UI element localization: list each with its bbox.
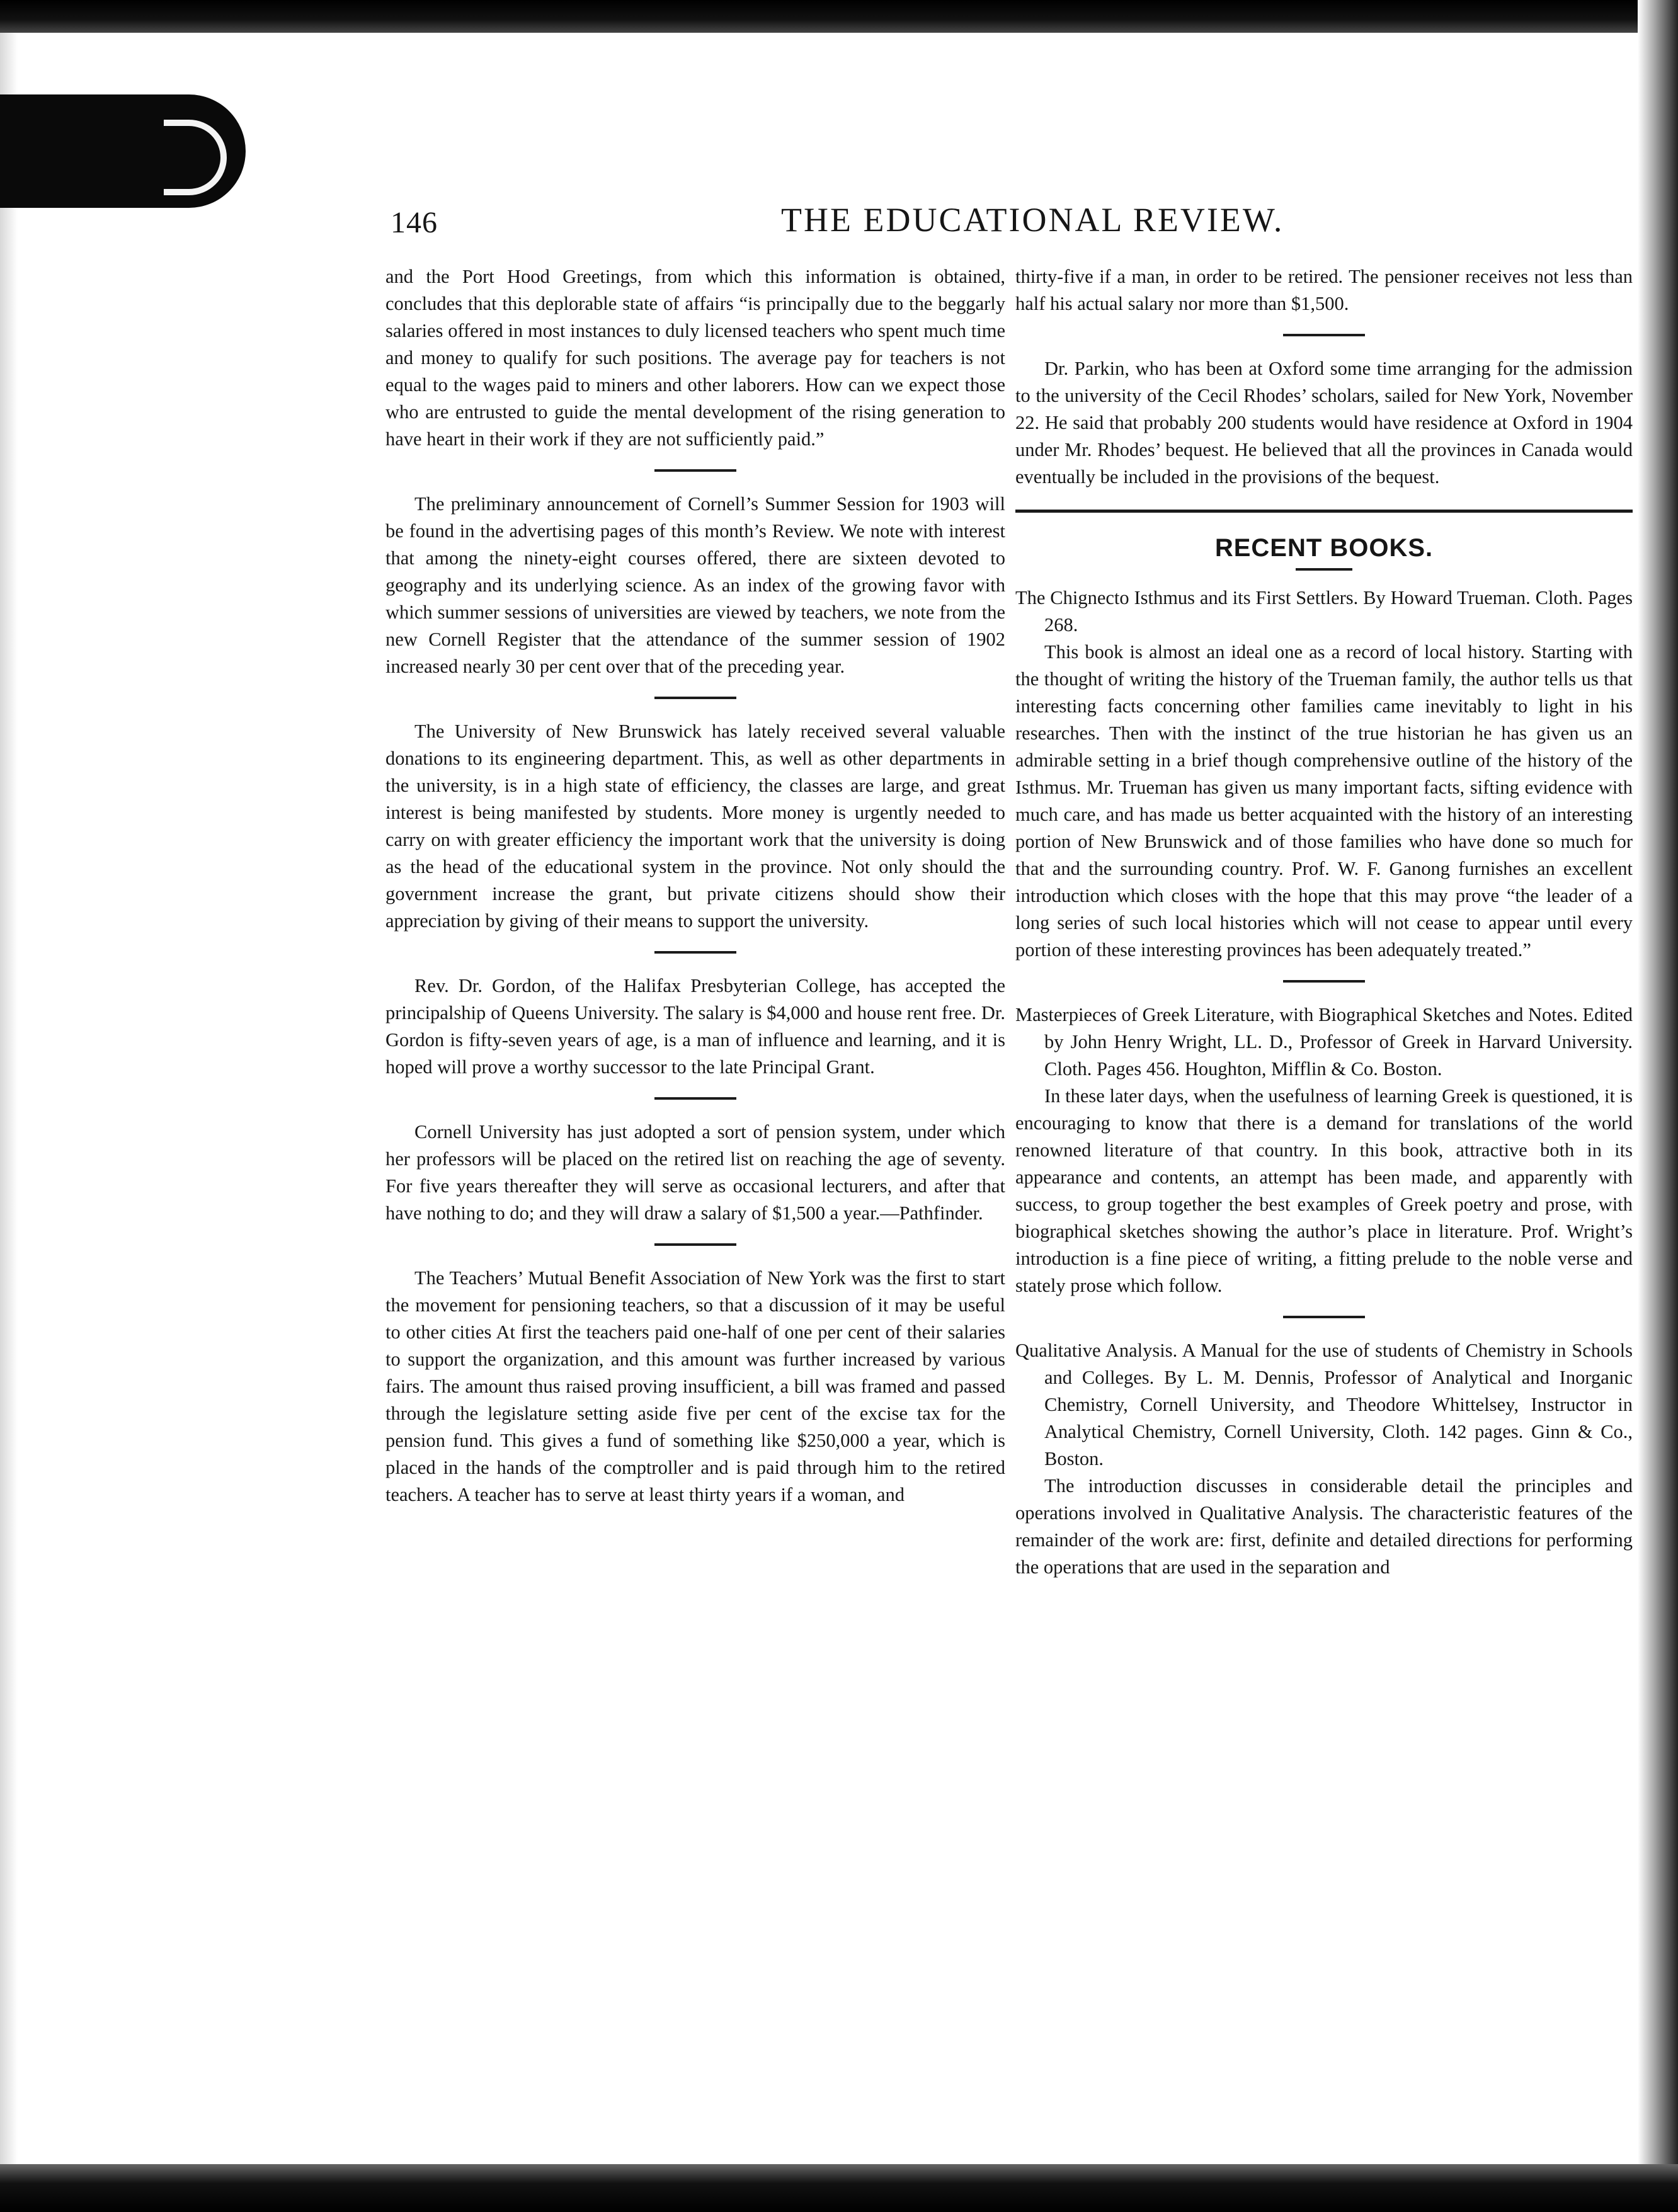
article-port-hood: and the Port Hood Greetings, from which this information is obtained, concludes that this deplorable state of affairs “is principally due to the beggarly salaries offered in most instances to duly licensed teachers who spent much time and money to qualify for such positions. The average pay for teachers is not equal to the wages paid to miners and other laborers. How can we expect those who are entrusted to guide the mental development of the rising generation to have heart in their work if they are not sufficiently paid.” xyxy=(385,266,1005,450)
right-column xyxy=(1015,263,1633,1581)
article-dr-gordon: Rev. Dr. Gordon, of the Halifax Presbyterian College, has accepted the principalship of Queens University. The salary is $4,000 and house rent free. Dr. Gordon is fifty-seven years of age, is a man of influence and learning, and it is hoped will prove a worthy successor to the late Principal Grant. xyxy=(385,975,1005,1078)
article-continuation: thirty-five if a man, in order to be retired. The pensioner receives not less than half his actual salary nor more than $1,500. xyxy=(1015,266,1633,314)
section-divider xyxy=(654,469,736,472)
section-divider xyxy=(654,1097,736,1100)
page-header xyxy=(391,200,1335,251)
book-review-greek-literature: In these later days, when the usefulness of learning Greek is questioned, it is encouraging to know that there is a demand for translations of the world renowned literature of that country. In this book, attractive both in its appearance and contents, an attempt has been made, and apparently with success, to group together the best examples of Greek poetry and prose, with biographical sketches showing the author’s place in literature. Prof. Wright’s introduction is a fine piece of writing, a fitting prelude to the noble verse and stately prose which follow. xyxy=(1015,1085,1633,1296)
article-teachers-mutual: The Teachers’ Mutual Benefit Association of New York was the first to start the movement for pensioning teachers, so that a discussion of it may be useful to other cities At first the teachers paid one-half of one per cent of their salaries to support the organization, and this amount was further increased by various fairs. The amount thus raised proving insufficient, a bill was framed and passed through the legislature setting aside five per cent of the excise tax for the pension fund. This gives a fund of something like $250,000 a year, which is placed in the hands of the comptroller and is paid through him to the retired teachers. A teacher has to serve at least thirty years if a woman, and xyxy=(385,1267,1005,1505)
section-divider xyxy=(1283,1316,1365,1318)
book-entry-greek-literature: Masterpieces of Greek Literature, with Biographical Sketches and Notes. Edited by John Henry Wright, LL. D., Professor of Greek in Harvard University. Cloth. Pages 456. Houghton, Mifflin & Co. Boston. xyxy=(1015,1004,1633,1080)
section-divider xyxy=(654,951,736,954)
book-entry-chignecto: The Chignecto Isthmus and its First Settlers. By Howard Trueman. Cloth. Pages 268. xyxy=(1015,587,1633,636)
section-divider xyxy=(654,697,736,699)
section-divider xyxy=(654,1243,736,1246)
book-review-qualitative-analysis: The introduction discusses in considerable detail the principles and operations involved in Qualitative Analysis. The characteristic features of the remainder of the work are: first, definite and detailed directions for performing the operations that are used in the separation and xyxy=(1015,1475,1633,1578)
article-dr-parkin: Dr. Parkin, who has been at Oxford some time arranging for the admission to the university of the Cecil Rhodes’ scholars, sailed for New York, November 22. He said that probably 200 students would have residence at Oxford in 1904 under Mr. Rhodes’ bequest. He believed that all the provinces in Canada would eventually be included in the provisions of the bequest. xyxy=(1015,358,1633,487)
section-divider xyxy=(1283,334,1365,336)
running-head: THE EDUCATIONAL REVIEW. xyxy=(781,201,1284,239)
scan-border-bottom xyxy=(0,2164,1678,2212)
article-cornell-summer: The preliminary announcement of Cornell’s Summer Session for 1903 will be found in the advertising pages of this month’s Review. We note with interest that among the ninety-eight courses offered, there are sixteen devoted to geography and its underlying science. As an index of the growing favor with which summer sessions of universities are viewed by teachers, we note from the new Cornell Register that the attendance of the summer session of 1902 increased nearly 30 per cent over that of the preceding year. xyxy=(385,493,1005,677)
scan-border-right xyxy=(1638,0,1678,2212)
page-edge xyxy=(0,0,18,2212)
article-cornell-pension: Cornell University has just adopted a sort of pension system, under which her professors will be placed on the retired list on reaching the age of seventy. For five years thereafter they will serve as occasional lecturers, and after that have nothing to do; and they will draw a salary of $1,500 a year.—Pathfinder. xyxy=(385,1121,1005,1224)
book-review-chignecto: This book is almost an ideal one as a record of local history. Starting with the thought of writing the history of the Trueman family, the author tells us that interesting facts concerning other families came inevitably to light in his researches. Then with the instinct of the true historian he has given us an admirable setting in a brief though comprehensive outline of the history of the Isthmus. Mr. Trueman has given us many important facts, sifting evidence with much care, and has made us better acquainted with the history of an interesting portion of New Brunswick and of those families who have done so much for that and the surrounding country. Prof. W. F. Ganong furnishes an excellent introduction which closes with the hope that this may prove “the leader of a long series of such local histories which will not cease to appear until every portion of these interesting provinces has been adequately treated.” xyxy=(1015,641,1633,961)
title-underline xyxy=(1296,568,1352,571)
section-divider-thick xyxy=(1015,510,1633,513)
article-unb-donations: The University of New Brunswick has lately received several valuable donations to its engineering department. This, as well as other departments in the university, is in a high state of efficiency, the classes are large, and great interest is being manifested by students. More money is urgently needed to carry on with greater efficiency the important work that the university is doing as the head of the educational system in the province. Not only should the government increase the grant, but private citizens should show their appreciation by giving of their means to support the university. xyxy=(385,721,1005,932)
scan-border-top xyxy=(0,0,1678,33)
page-number: 146 xyxy=(391,206,438,239)
section-divider xyxy=(1283,980,1365,983)
left-column xyxy=(385,263,1005,1508)
book-entry-qualitative-analysis: Qualitative Analysis. A Manual for the use of students of Chemistry in Schools and Colleges. By L. M. Dennis, Professor of Analytical and Inorganic Chemistry, Cornell University, and Theodore Whittelsey, Instructor in Analytical Chemistry, Cornell University, Cloth. 142 pages. Ginn & Co., Boston. xyxy=(1015,1340,1633,1469)
section-title-recent-books: RECENT BOOKS. xyxy=(1214,534,1434,562)
